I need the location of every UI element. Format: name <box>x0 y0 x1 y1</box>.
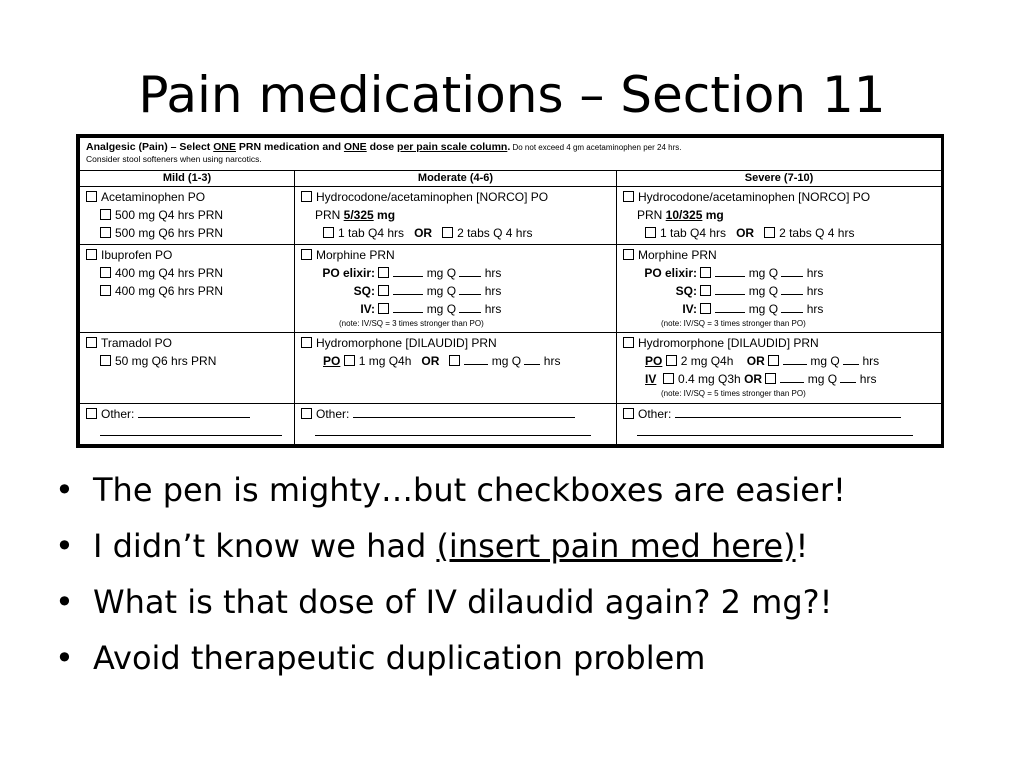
morphine-moderate-sq-checkbox[interactable] <box>378 285 389 296</box>
other-severe-field-2[interactable] <box>637 425 913 436</box>
cell-other-moderate: Other: <box>295 404 617 445</box>
acetaminophen-q6-checkbox[interactable] <box>100 227 111 238</box>
dilaudid-moderate-checkbox[interactable] <box>301 337 312 348</box>
header-text: Analgesic (Pain) – Select ONE PRN medication and ONE dose per pain scale column. <box>86 141 511 153</box>
morphine-moderate-iv-checkbox[interactable] <box>378 303 389 314</box>
morphine-severe-po-dose-field[interactable] <box>715 266 745 277</box>
other-moderate-checkbox[interactable] <box>301 408 312 419</box>
cell-dilaudid-moderate: Hydromorphone [DILAUDID] PRN PO 1 mg Q4h OR mg Q hrs <box>295 333 617 404</box>
morphine-moderate-checkbox[interactable] <box>301 249 312 260</box>
bullet-item: • I didn’t know we had (insert pain med here)! <box>55 518 846 574</box>
dilaudid-moderate-dose-field[interactable] <box>464 354 488 365</box>
ibuprofen-q4-checkbox[interactable] <box>100 267 111 278</box>
bullet-marker: • <box>55 527 74 565</box>
bullet-marker: • <box>55 583 74 621</box>
cell-norco-moderate: Hydrocodone/acetaminophen [NORCO] PO PRN 5/325 mg 1 tab Q4 hrs OR 2 tabs Q 4 hrs <box>295 186 617 244</box>
cell-other-severe: Other: <box>617 404 942 445</box>
cell-ibuprofen: Ibuprofen PO 400 mg Q4 hrs PRN 400 mg Q6 hrs PRN <box>80 244 295 332</box>
form-header <box>80 138 942 171</box>
morphine-moderate-iv-freq-field[interactable] <box>459 302 481 313</box>
insert-pain-med-link[interactable]: (insert pain med here) <box>436 527 796 565</box>
bullet-list <box>55 462 846 686</box>
dilaudid-severe-po-freq-field[interactable] <box>843 354 859 365</box>
morphine-moderate-po-checkbox[interactable] <box>378 267 389 278</box>
morphine-severe-iv-dose-field[interactable] <box>715 302 745 313</box>
morphine-severe-note: (note: IV/SQ = 3 times stronger than PO) <box>661 318 806 328</box>
norco-severe-checkbox[interactable] <box>623 191 634 202</box>
other-moderate-field[interactable] <box>353 407 575 418</box>
cell-acetaminophen: Acetaminophen PO 500 mg Q4 hrs PRN 500 mg Q6 hrs PRN <box>80 186 295 244</box>
other-mild-field[interactable] <box>138 407 250 418</box>
column-header-severe: Severe (7-10) <box>617 170 942 186</box>
bullet-marker: • <box>55 471 74 509</box>
bullet-item: • The pen is mighty…but checkboxes are easier! <box>55 462 846 518</box>
dilaudid-severe-iv-dose-field[interactable] <box>780 372 804 383</box>
cell-norco-severe: Hydrocodone/acetaminophen [NORCO] PO PRN 10/325 mg 1 tab Q4 hrs OR 2 tabs Q 4 hrs <box>617 186 942 244</box>
norco-severe-2tab-checkbox[interactable] <box>764 227 775 238</box>
morphine-moderate-sq-dose-field[interactable] <box>393 284 423 295</box>
analgesic-table <box>79 137 942 445</box>
other-severe-checkbox[interactable] <box>623 408 634 419</box>
other-severe-field[interactable] <box>675 407 901 418</box>
dilaudid-severe-po-other-checkbox[interactable] <box>768 355 779 366</box>
dilaudid-moderate-freq-field[interactable] <box>524 354 540 365</box>
dilaudid-severe-note: (note: IV/SQ = 5 times stronger than PO) <box>661 389 806 399</box>
morphine-severe-po-freq-field[interactable] <box>781 266 803 277</box>
cell-tramadol: Tramadol PO 50 mg Q6 hrs PRN <box>80 333 295 404</box>
header-line2: Consider stool softeners when using narcotics. <box>86 154 262 164</box>
morphine-severe-iv-freq-field[interactable] <box>781 302 803 313</box>
cell-morphine-moderate: Morphine PRN PO elixir: mg Q hrs SQ: mg Q hrs IV: mg Q hrs (note: IV/SQ = 3 times stronger than PO) <box>295 244 617 332</box>
morphine-severe-sq-dose-field[interactable] <box>715 284 745 295</box>
other-moderate-field-2[interactable] <box>315 425 591 436</box>
dilaudid-severe-po-checkbox[interactable] <box>666 355 677 366</box>
slide-title: Pain medications – Section 11 <box>138 66 886 124</box>
dilaudid-severe-iv-freq-field[interactable] <box>840 372 856 383</box>
tramadol-q6-checkbox[interactable] <box>100 355 111 366</box>
cell-other-mild: Other: <box>80 404 295 445</box>
dilaudid-severe-po-dose-field[interactable] <box>783 354 807 365</box>
dilaudid-severe-iv-checkbox[interactable] <box>663 373 674 384</box>
dilaudid-severe-iv-other-checkbox[interactable] <box>765 373 776 384</box>
other-mild-checkbox[interactable] <box>86 408 97 419</box>
cell-morphine-severe: Morphine PRN PO elixir: mg Q hrs SQ: mg Q hrs IV: mg Q hrs (note: IV/SQ = 3 times stronger than PO) <box>617 244 942 332</box>
other-mild-field-2[interactable] <box>100 425 282 436</box>
morphine-moderate-sq-freq-field[interactable] <box>459 284 481 295</box>
norco-moderate-2tab-checkbox[interactable] <box>442 227 453 238</box>
dilaudid-moderate-other-checkbox[interactable] <box>449 355 460 366</box>
column-header-moderate: Moderate (4-6) <box>295 170 617 186</box>
acetaminophen-checkbox[interactable] <box>86 191 97 202</box>
ibuprofen-checkbox[interactable] <box>86 249 97 260</box>
morphine-severe-iv-checkbox[interactable] <box>700 303 711 314</box>
morphine-moderate-note: (note: IV/SQ = 3 times stronger than PO) <box>339 318 484 328</box>
header-note: Do not exceed 4 gm acetaminophen per 24 hrs. <box>510 143 682 152</box>
norco-severe-1tab-checkbox[interactable] <box>645 227 656 238</box>
cell-dilaudid-severe: Hydromorphone [DILAUDID] PRN PO 2 mg Q4h OR mg Q hrs IV 0.4 mg Q3h OR mg Q hrs (note: IV/SQ = 5 times stronger than PO) <box>617 333 942 404</box>
bullet-item: • What is that dose of IV dilaudid again? 2 mg?! <box>55 574 846 630</box>
morphine-moderate-po-dose-field[interactable] <box>393 266 423 277</box>
morphine-severe-sq-checkbox[interactable] <box>700 285 711 296</box>
norco-moderate-1tab-checkbox[interactable] <box>323 227 334 238</box>
bullet-marker: • <box>55 639 74 677</box>
morphine-severe-checkbox[interactable] <box>623 249 634 260</box>
bullet-item: • Avoid therapeutic duplication problem <box>55 630 846 686</box>
analgesic-order-form <box>76 134 944 448</box>
dilaudid-severe-checkbox[interactable] <box>623 337 634 348</box>
morphine-moderate-po-freq-field[interactable] <box>459 266 481 277</box>
acetaminophen-q4-checkbox[interactable] <box>100 209 111 220</box>
ibuprofen-q6-checkbox[interactable] <box>100 285 111 296</box>
morphine-severe-po-checkbox[interactable] <box>700 267 711 278</box>
norco-moderate-checkbox[interactable] <box>301 191 312 202</box>
column-header-mild: Mild (1-3) <box>80 170 295 186</box>
morphine-severe-sq-freq-field[interactable] <box>781 284 803 295</box>
tramadol-checkbox[interactable] <box>86 337 97 348</box>
dilaudid-moderate-po-checkbox[interactable] <box>344 355 355 366</box>
morphine-moderate-iv-dose-field[interactable] <box>393 302 423 313</box>
